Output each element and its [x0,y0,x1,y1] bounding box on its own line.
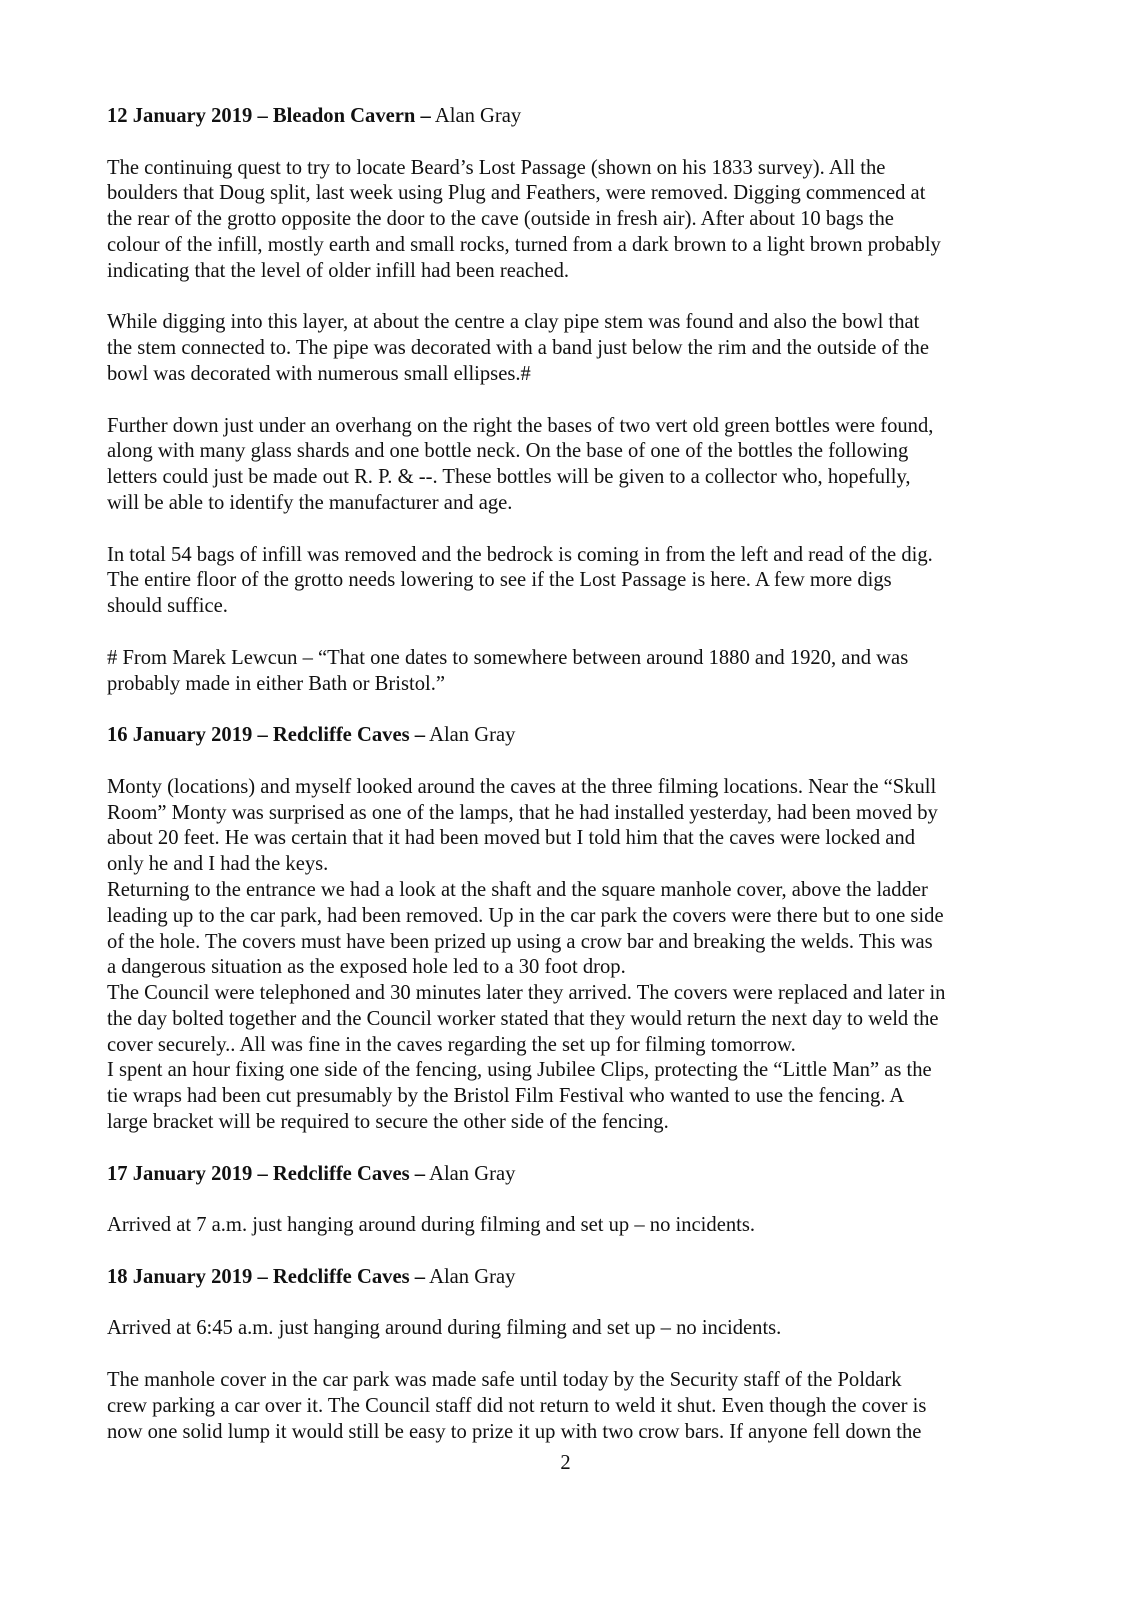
text-line: tie wraps had been cut presumably by the Bristol Film Festival who wanted to use the fencing. A [107,1085,905,1108]
text-line: In total 54 bags of infill was removed and the bedrock is coming in from the left and read of the dig. [107,543,933,566]
entry-location: Bleadon Cavern [272,105,416,127]
entry-date: 17 January 2019 [107,1162,253,1185]
text-line: boulders that Doug split, last week using Plug and Feathers, were removed. Digging commenced at [107,182,926,205]
entry-author: Alan Gray [429,1162,516,1185]
text-line: crew parking a car over it. The Council staff did not return to weld it shut. Even though the cover is [107,1394,927,1417]
entry-location: Redcliffe Caves [272,724,410,747]
entry-author: Alan Gray [429,1265,516,1288]
text-line: The entire floor of the grotto needs lowering to see if the Lost Passage is here. A few more digs [107,569,892,592]
footnote-paragraph [107,646,1027,698]
text-line: Returning to the entrance we had a look at the shaft and the square manhole cover, above the ladder [107,878,928,901]
paragraph [107,414,1027,517]
entry-date-location: 17 January 2019 – Redcliffe Caves – [107,1162,426,1185]
paragraph [107,156,1027,285]
text-line: The continuing quest to try to locate Beard’s Lost Passage (shown on his 1833 survey). All the [107,156,886,179]
paragraph [107,1213,1027,1239]
entry-date-location: 16 January 2019 – Redcliffe Caves – [107,724,426,747]
text-line: about 20 feet. He was certain that it had been moved but I told him that the caves were locked and [107,827,916,850]
text-line: While digging into this layer, at about the centre a clay pipe stem was found and also the bowl that [107,311,920,334]
entry-heading [107,723,1027,749]
text-line: Room” Monty was surprised as one of the lamps, that he had installed yesterday, had been moved by [107,801,938,824]
entry-date: 18 January 2019 [107,1265,253,1288]
paragraph [107,310,1027,387]
entry-date-location: 12 January 2019 – Bleadon Cavern – [107,105,431,127]
entry-location: Redcliffe Caves [272,1265,410,1288]
text-line: Further down just under an overhang on the right the bases of two vert old green bottles were found, [107,414,934,437]
log-entry [107,723,1027,1136]
entry-heading [107,1265,1027,1291]
entry-author: Alan Gray [434,105,522,127]
text-line: probably made in either Bath or Bristol.” [107,672,445,695]
text-line: large bracket will be required to secure the other side of the fencing. [107,1111,669,1134]
paragraph [107,981,1027,1058]
paragraph [107,1368,1027,1445]
paragraph [107,1316,1027,1342]
text-line: along with many glass shards and one bottle neck. On the base of one of the bottles the following [107,440,909,463]
paragraph [107,775,1027,878]
text-line: Arrived at 6:45 a.m. just hanging around during filming and set up – no incidents. [107,1317,782,1340]
text-line: colour of the infill, mostly earth and small rocks, turned from a dark brown to a light brown probably [107,233,941,256]
paragraph [107,878,1027,981]
paragraph [107,1058,1027,1135]
entry-location: Redcliffe Caves [272,1162,410,1185]
text-line: a dangerous situation as the exposed hole led to a 30 foot drop. [107,956,626,979]
text-line: I spent an hour fixing one side of the fencing, using Jubilee Clips, protecting the “Little Man” as the [107,1059,932,1082]
text-line: letters could just be made out R. P. & --. These bottles will be given to a collector who, hopefully, [107,466,911,489]
text-line: will be able to identify the manufacturer and age. [107,491,513,514]
text-line: the day bolted together and the Council worker stated that they would return the next day to weld the [107,1007,939,1030]
text-line: the stem connected to. The pipe was decorated with a band just below the rim and the outside of the [107,337,929,360]
entry-date-location: 18 January 2019 – Redcliffe Caves – [107,1265,426,1288]
text-line: should suffice. [107,595,228,618]
text-line: indicating that the level of older infill had been reached. [107,259,570,282]
entry-date: 16 January 2019 [107,724,253,747]
text-line: bowl was decorated with numerous small ellipses.# [107,362,531,385]
log-entry [107,1265,1027,1446]
text-line: Arrived at 7 a.m. just hanging around during filming and set up – no incidents. [107,1214,756,1237]
text-line: Monty (locations) and myself looked around the caves at the three filming locations. Near the “Skull [107,775,937,798]
log-entry [107,1162,1027,1239]
paragraph [107,543,1027,620]
text-line: of the hole. The covers must have been prized up using a crow bar and breaking the welds. This was [107,930,933,953]
text-line: The manhole cover in the car park was made safe until today by the Security staff of the Poldark [107,1369,902,1392]
text-line: only he and I had the keys. [107,853,329,876]
text-line: the rear of the grotto opposite the door to the cave (outside in fresh air). After about 10 bags the [107,208,894,231]
page-number: 2 [560,1452,571,1474]
text-line: now one solid lump it would still be easy to prize it up with two crow bars. If anyone fell down the [107,1420,922,1443]
entry-author: Alan Gray [429,724,516,747]
log-entry [107,104,1027,697]
text-line: # From Marek Lewcun – “That one dates to somewhere between around 1880 and 1920, and was [107,646,909,669]
entry-heading [107,104,1027,130]
text-line: The Council were telephoned and 30 minutes later they arrived. The covers were replaced and later in [107,982,946,1005]
text-line: leading up to the car park, had been removed. Up in the car park the covers were there but to one side [107,904,944,927]
entry-heading [107,1162,1027,1188]
document-page [107,104,1027,1445]
entry-date: 12 January 2019 [107,105,253,127]
text-line: cover securely.. All was fine in the caves regarding the set up for filming tomorrow. [107,1033,796,1056]
